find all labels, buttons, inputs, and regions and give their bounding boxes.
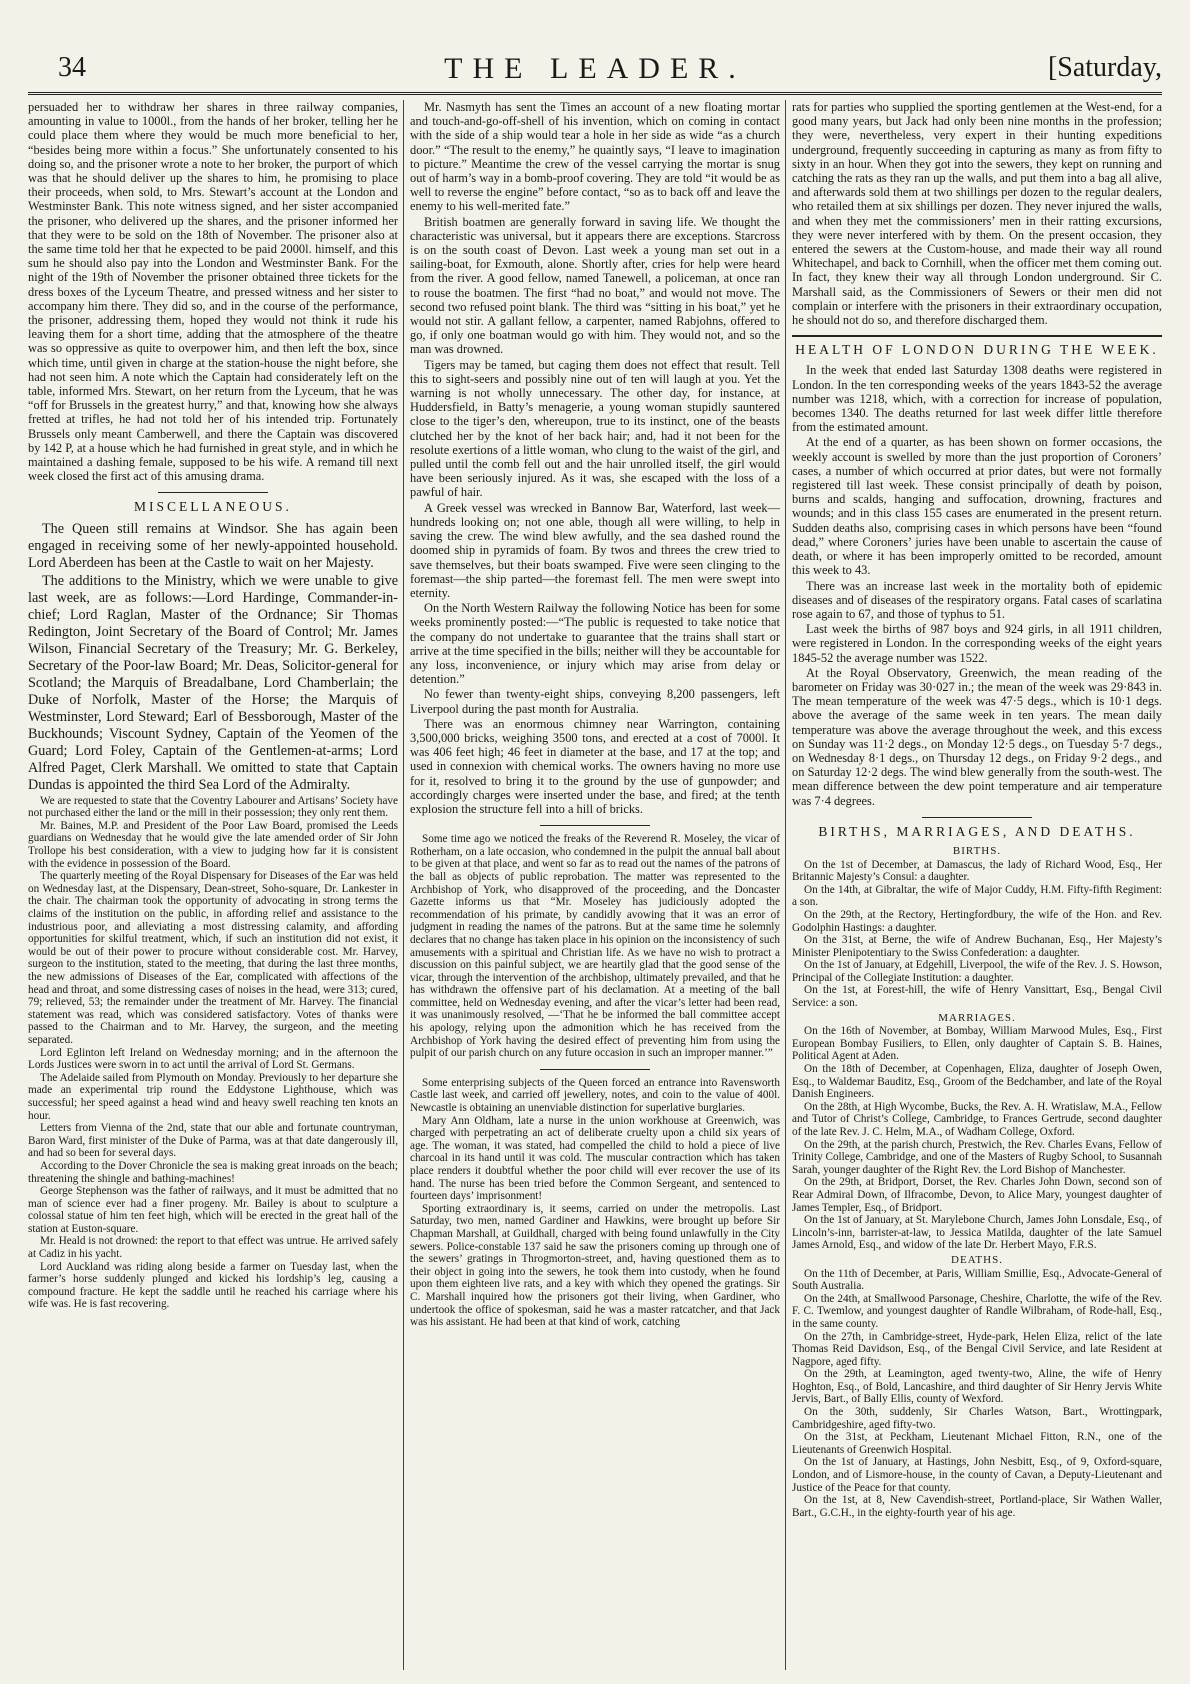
column-3: [792, 100, 1162, 1670]
paragraph: Lord Auckland was riding along beside a farmer on Tuesday last, when the farmer’s horse suddenly plunged and kicked his lordship’s leg, causing a compound fracture. He kept the saddle until he reached his carriage where his wife was. He is fast recovering.: [28, 1260, 398, 1311]
paragraph: Last week the births of 987 boys and 924 girls, in all 1911 children, were registered in London. In the corresponding weeks of the eight years 1845-52 the average number was 1522.: [792, 622, 1162, 665]
paragraph: There was an increase last week in the mortality both of epidemic diseases and of diseases of the respiratory organs. Fatal cases of scarlatina rose again to 67, and those of typhus to 51.: [792, 578, 1162, 621]
section-divider: [922, 817, 1032, 818]
births-heading: BIRTHS.: [952, 844, 1002, 857]
notice: On the 14th, at Gibraltar, the wife of Major Cuddy, H.M. Fifty-fifth Regiment: a son.: [792, 883, 1162, 909]
notice: On the 29th, at Bridport, Dorset, the Rev. Charles John Down, second son of Rear Admiral Down, of Ilfracombe, Devon, to Alice Mary, youngest daughter of James Templer, Esq., of Bridport.: [792, 1176, 1162, 1214]
paragraph: On the North Western Railway the following Notice has been for some weeks prominently posted:—“The public is requested to take notice that the company do not undertake to guarantee that the trains shall start or arrive at the time specified in the bills; neither will they be accountable for any loss, inconvenience, or injury which may arise from delay or detention.”: [410, 601, 780, 687]
notice: On the 1st of January, at Hastings, John Nesbitt, Esq., of 9, Oxford-square, London, and of Lismore-house, in the county of Cavan, a Deputy-Lieutenant and Justice of the Peace for that county.: [792, 1456, 1162, 1494]
notice: On the 29th, at the parish church, Prestwich, the Rev. Charles Evans, Fellow of Trinity College, Cambridge, and one of the Masters of Rugby School, to Susannah Sarah, younger daughter of the Right Rev. the Lord Bishop of Manchester.: [792, 1138, 1162, 1176]
marriages-heading: MARRIAGES.: [938, 1011, 1016, 1024]
paragraph: The Queen still remains at Windsor. She has again been engaged in receiving some of her newly-appointed household. Lord Aberdeen has been at the Castle to wait on her Majesty.: [28, 520, 398, 571]
notice: On the 16th of November, at Bombay, William Marwood Mules, Esq., First European Bombay Fusiliers, to Ellen, only daughter of Captain S. B. Haines, Political Agent at Aden.: [792, 1025, 1162, 1063]
column-rule: [785, 100, 786, 1670]
section-divider: [158, 492, 268, 493]
article-continuation: persuaded her to withdraw her shares in three railway companies, amounting in value to 1000l., from the hands of her broker, telling her he could place them where they would be much more beneficial to her, “besides being more within a focus.” She unfortunately consented to his doing so, and the prisoner wrote a note to her broker, the purport of which was that he should deliver up the shares to him, he promising to place their proceeds, when sold, to Mrs. Stewart’s account at the London and Westminster Bank. This note witness signed, and her sister accompanied the prisoner, who delivered up the shares, and the prisoner informed her that they were to be sold on the 18th of November. The prisoner also at the same time told her that he expected to be paid 2000l. himself, and this sum he should also pay into the London and Westminster Bank. For the night of the 19th of November the prisoner obtained three tickets for the dress boxes of the Lyceum Theatre, and pressed witness and her sister to accompany him there. They did so, and in the course of the performance, the prisoner, addressing them, hoped they would not think it rude his leaving them for a short time, adding that the atmosphere of the theatre was so oppressive as quite to overpower him, and then left the box, since which time, until given in charge at the station-house the night before, she had not seen him. A note which the Captain had considerately left on the table, informed Mrs. Stewart, on her return from the Lyceum, that he was “off for Brussels in the greatest hurry,” and that, knowing how she always fretted at trifles, he had not told her of his intended trip. Fortunately Brussels only meant Camberwell, and there the Captain was discovered by 142 P, at a house which he had furnished in great style, and in which he maintained a dashing female, supposed to be his wife. A remand till next week closed the first act of this amusing drama.: [28, 100, 398, 484]
notice: On the 1st of December, at Damascus, the lady of Richard Wood, Esq., Her Britannic Majesty’s Consul: a daughter.: [792, 858, 1162, 884]
paragraph: Mary Ann Oldham, late a nurse in the union workhouse at Greenwich, was charged with perpetrating an act of deliberate cruelty upon a child six years of age. The woman, it was stated, had compelled the child to hold a piece of live charcoal in its hand until it was cold. The muscular contraction which has taken place renders it doubtful whether the poor child will ever recover the use of its hand. The nurse has been tried before the Common Sergeant, and sentenced to fourteen days’ imprisonment!: [410, 1114, 780, 1203]
column-1: [28, 100, 398, 1670]
notice: On the 29th, at the Rectory, Hertingfordbury, the wife of the Hon. and Rev. Godolphin Hastings: a daughter.: [792, 908, 1162, 934]
paragraph: British boatmen are generally forward in saving life. We thought the characteristic was universal, but it appears there are exceptions. Starcross is on the south coast of Devon. Last week a young man set out in a sailing-boat, for Exmouth, alone. Shortly after, cries for help were heard from the river. A good fellow, named Tanewell, a policeman, at once ran to rouse the boatmen. The first “had no boat,” and would not move. The second two refused point blank. The third was “sitting in his boat,” yet he would not stir. A gallant fellow, a carpenter, named Rabjohns, offered to go, if only one boatman would go with him. They would not, and so the man was drowned.: [410, 214, 780, 357]
section-heading-health: HEALTH OF LONDON DURING THE WEEK.: [795, 342, 1159, 358]
paragraph: Lord Eglinton left Ireland on Wednesday morning; and in the afternoon the Lords Justices were sworn in to act until the arrival of Lord St. Germans.: [28, 1046, 398, 1072]
notice: On the 28th, at High Wycombe, Bucks, the Rev. A. H. Wratislaw, M.A., Fellow and Tutor of Christ’s College, Cambridge, to Frances Gertrude, second daughter of the late Rev. J. C. Helm, M.A., of Wadham College, Oxford.: [792, 1100, 1162, 1139]
paragraph: There was an enormous chimney near Warrington, containing 3,500,000 bricks, weighing 3500 tons, and erected at a cost of 7000l. It was 406 feet high; 46 feet in diameter at the base, and 17 at the top; and used in connexion with chemical works. The owners having no more use for it, resolved to bring it to the ground by the use of gunpowder; and accordingly charges were inserted under the base, and fired; at the tenth explosion the structure fell into a hill of bricks.: [410, 716, 780, 816]
paragraph: Tigers may be tamed, but caging them does not effect that result. Tell this to sight-seers and possibly nine out of ten will laugh at you. Yet the warning is not wholly unnecessary. The other day, for instance, at Huddersfield, in Batty’s menagerie, a young woman stupidly sauntered close to the tiger’s den, whereupon, true to its instinct, one of the beasts clutched her by the knot of her back hair; and, had it not been for the resolute exertions of a little woman, who clung to the waist of the girl, and pulled until the comb fell out and the hair unrolled itself, the girl would have been seriously injured. As it was, she escaped with the loss of a pawful of hair.: [410, 357, 780, 500]
section-divider: [792, 335, 1162, 337]
paragraph: At the end of a quarter, as has been shown on former occasions, the weekly account is swelled by more than the just proportion of Coroners’ cases, a number of which occurred at prior dates, but were not formally registered till last week. These consist principally of death by poison, burns and scalds, hanging and suffocation, drowning, fractures and wounds; and in this class 155 cases are enumerated in the present return. Sudden deaths also, comprising cases in which persons have been “found dead,” where Coroners’ juries have been unable to ascertain the cause of death, or where it has been improperly omitted to be recorded, amount this week to 43.: [792, 435, 1162, 578]
section-heading-miscellaneous: MISCELLANEOUS.: [134, 499, 292, 515]
notice: On the 1st of January, at Edgehill, Liverpool, the wife of the Rev. J. S. Howson, Principal of the Collegiate Institution: a daughter.: [792, 959, 1162, 984]
newspaper-title: THE LEADER.: [444, 52, 746, 85]
article-continuation: rats for parties who supplied the sporting gentlemen at the West-end, for a good many years, but Jack had only been nine months in the profession; they were, nevertheless, very expert in their hunting expeditions underground, frequently succeeding in capturing as many as from fifty to sixty in an hour. When they got into the sewers, they kept on running and catching the rats as they ran up the walls, and put them into a bag all alive, and afterwards sold them at two shillings per dozen to the regular dealers, who retailed them at six shillings per dozen. They never injured the walls, and when they met the commissioners’ men in their ratting excursions, they were never interfered with by them. On the present occasion, they entered the sewers at the Custom-house, and made their way all round Whitechapel, and back to Cornhill, when the officer met them coming out. In fact, they knew their way all through London underground. Sir C. Marshall said, as the Commissioners of Sewers or their men did not complain or interfere with the prisoners in their extraordinary occupation, he should not do so, and therefore discharged them.: [792, 100, 1162, 328]
notice: On the 31st, at Peckham, Lieutenant Michael Fitton, R.N., one of the Lieutenants of Greenwich Hospital.: [792, 1431, 1162, 1456]
paragraph: According to the Dover Chronicle the sea is making great inroads on the beach; threatening the shingle and bathing-machines!: [28, 1159, 398, 1185]
column-rule: [403, 100, 404, 1670]
issue-day: [Saturday,: [1047, 52, 1162, 83]
paragraph: The Adelaide sailed from Plymouth on Monday. Previously to her departure she made an experimental trip round the Eddystone Lighthouse, which was successful; her speed against a head wind and heavy swell reaching ten knots an hour.: [28, 1071, 398, 1122]
paragraph: Mr. Heald is not drowned: the report to that effect was untrue. He arrived safely at Cadiz in his yacht.: [28, 1235, 398, 1261]
notice: On the 1st, at Forest-hill, the wife of Henry Vansittart, Esq., Bengal Civil Service: a son.: [792, 984, 1162, 1010]
paragraph: Some time ago we noticed the freaks of the Reverend R. Moseley, the vicar of Rotherham, on a late occasion, who condemned in the pulpit the annual ball about to be given at that place, and went so far as to read out the names of the patrons of the ball as objects of public reprobation. The matter was represented to the Archbishop of York, who disapproved of the proceeding, and the Doncaster Gazette informs us that “Mr. Moseley has judiciously adopted the recommendation of his primate, by candidly avowing that it was an error of judgment in reading the names of the patrons. But at the same time he solemnly declares that no change has taken place in his opinion on the inconsistency of such amusements with a spiritual and Christian life. As we have no wish to protract a discussion on this painful subject, we are heartily glad that the good sense of the vicar, through the intervention of the archbishop, ultimately prevailed, and that he has withdrawn the offensive part of his declamation. At a meeting of the ball committee, held on Wednesday evening, and after the vicar’s letter had been read, it was unanimously resolved, —‘That he be informed the ball committee accept his apology, relying upon the admonition which he has received from the Archbishop of York having the desired effect of preventing him from using the pulpit of our parish church on any future occasion in such an improper manner.’”: [410, 833, 780, 1060]
column-2: [410, 100, 780, 1670]
paragraph: We are requested to state that the Coventry Labourer and Artisans’ Society have not purchased either the land or the mill in their possession; they only rent them.: [28, 794, 398, 820]
paragraph: The quarterly meeting of the Royal Dispensary for Diseases of the Ear was held on Wednesday last, at the Dispensary, Dean-street, Soho-square, Dr. Lankester in the chair. The chairman took the opportunity of advocating in strong terms the claims of the institution on the public, in affording relief and assistance to the industrious poor, and alleviating a most distressing calamity, and affording opportunities for skilful treatment, which, if such an institution did not exist, it would be out of their power to procure without considerable cost. Mr. Harvey, surgeon to the institution, stated to the meeting, that during the last three months, the new admissions of Diseases of the Ear, complicated with affections of the head and throat, and some distressing cases of noises in the head, were 313; cured, 79; relieved, 53; the remainder under the treatment of Mr. Harvey. The financial statement was read, which was considered satisfactory. Votes of thanks were passed to the Chairman and to Mr. Harvey, the surgeon, and the meeting separated.: [28, 870, 398, 1046]
bmd-notices: [792, 845, 1162, 1519]
paragraph: In the week that ended last Saturday 1308 deaths were registered in London. In the ten corresponding weeks of the years 1843-52 the average number was 1218, which, with a correction for increase of population, becomes 1340. The deaths returned for last week differ little therefore from the estimated amount.: [792, 363, 1162, 435]
miscellaneous-small: [28, 795, 398, 1311]
page-number: 34: [58, 52, 86, 83]
paragraph: Sporting extraordinary is, it seems, carried on under the metropolis. Last Saturday, two men, named Gardiner and Hawkins, were brought up before Sir Chapman Marshall, at Guildhall, charged with being found unlawfully in the City sewers. Police-constable 137 said he saw the prisoners coming up through one of the sewers’ gratings in Throgmorton-street, and, having questioned them as to their object in going into the sewers, he took them into custody, when he found upon them eighteen live rats, and a key with which they opened the gratings. Sir C. Marshall inquired how the prisoners got their living, when Gardiner, who undertook the office of spokesman, said he was a master ratcatcher, and that Jack was his assistant. He had been at that kind of work, catching: [410, 1202, 780, 1329]
paragraph: Mr. Nasmyth has sent the Times an account of a new floating mortar and touch-and-go-off-shell of his invention, which on coming in contact with the side of a ship would tear a hole in her side as wide “as a church door.” “The result to the enemy,” he quaintly says, “I leave to imagination to picture.” Meantime the crew of the vessel carrying the mortar is snug out of harm’s way in a bomb-proof covering. They are told “it would be as well to reverse the engine” before contact, “so as to back off and leave the enemy to his well-merited fate.”: [410, 100, 780, 214]
section-divider: [540, 1069, 650, 1070]
notice: On the 29th, at Leamington, aged twenty-two, Aline, the wife of Henry Hoghton, Esq., of Bold, Lancashire, and third daughter of Sir Henry Jervis White Jervis, Bart., of Bally Ellis, county of Wexford.: [792, 1368, 1162, 1406]
paragraph: Some enterprising subjects of the Queen forced an entrance into Ravensworth Castle last week, and carried off jewellery, notes, and coin to the value of 400l. Newcastle is obtaining an unenviable distinction for superlative burglaries.: [410, 1076, 780, 1115]
notice: On the 24th, at Smallwood Parsonage, Cheshire, Charlotte, the wife of the Rev. F. C. Twemlow, and youngest daughter of Randle Wilbraham, of Rode-hall, Esq., in the same county.: [792, 1292, 1162, 1330]
paragraph: The additions to the Ministry, which we were unable to give last week, are as follows:—Lord Hardinge, Commander-in-chief; Lord Raglan, Master of the Ordnance; Sir Thomas Redington, Joint Secretary of the Board of Control; Mr. James Wilson, Financial Secretary of the Treasury; Mr. G. Berkeley, Secretary of the Poor-law Board; Mr. Deas, Solicitor-general for Scotland; the Marquis of Breadalbane, Lord Chamberlain; the Duke of Norfolk, Master of the Horse; the Marquis of Westminster, Lord Steward; Earl of Bessborough, Master of the Buckhounds; Viscount Sydney, Captain of the Yeomen of the Guard; Lord Foley, Captain of the Gentlemen-at-arms; Lord Alfred Paget, Clerk Marshall. We omitted to state that Captain Dundas is appointed the third Sea Lord of the Admiralty.: [28, 572, 398, 793]
notice: On the 1st, at 8, New Cavendish-street, Portland-place, Sir Wathen Waller, Bart., G.C.H., in the eighty-fourth year of his age.: [792, 1494, 1162, 1519]
miscellaneous-large: [28, 521, 398, 794]
paragraph: At the Royal Observatory, Greenwich, the mean reading of the barometer on Friday was 30·027 in.; the mean of the week was 29·843 in. The mean temperature of the week was 47·5 degs., which is 10·1 degs. above the average of the same week in ten years. The mean daily temperature was above the average throughout the week, and this excess on Sunday was 11·2 degs., on Monday 12·5 degs., on Tuesday 5·7 degs., on Wednesday 8·1 degs., on Thursday 12 degs., on Friday 9·2 degs., and on Saturday 12·2 degs. The wind blew generally from the south-west. The mean difference between the dew point temperature and air temperature was 7·4 degrees.: [792, 665, 1162, 808]
paragraph: No fewer than twenty-eight ships, conveying 8,200 passengers, left Liverpool during the past month for Australia.: [410, 687, 780, 716]
notice: On the 27th, in Cambridge-street, Hyde-park, Helen Eliza, relict of the late Thomas Reid Davidson, Esq., of the Bengal Civil Service, and late Resident at Nagpore, aged fifty.: [792, 1330, 1162, 1368]
notice: On the 30th, suddenly, Sir Charles Watson, Bart., Wrottingpark, Cambridgeshire, aged fifty-two.: [792, 1406, 1162, 1431]
masthead: [28, 30, 1162, 95]
paragraph: Letters from Vienna of the 2nd, state that our able and fortunate countryman, Baron Ward, first minister of the Duke of Parma, was at that date dangerously ill, and had so been for several days.: [28, 1122, 398, 1160]
notice: On the 31st, at Berne, the wife of Andrew Buchanan, Esq., Her Majesty’s Minister Plenipotentiary to the Swiss Confederation: a daughter.: [792, 934, 1162, 959]
notice: On the 1st of January, at St. Marylebone Church, James John Lonsdale, Esq., of Lincoln’s-inn, barrister-at-law, to Jessica Matilda, daughter of the late Samuel James Arnold, Esq., and widow of the late Dr. Herbert Mayo, F.R.S.: [792, 1214, 1162, 1252]
paragraph: George Stephenson was the father of railways, and it must be admitted that no man of science ever had a finer progeny. Mr. Bailey is about to sculpture a colossal statue of him ten feet high, which will be erected in the great hall of the station at Euston-square.: [28, 1185, 398, 1235]
small-paragraphs: [410, 833, 780, 1329]
section-heading-bmd: BIRTHS, MARRIAGES, AND DEATHS.: [818, 823, 1136, 839]
notice: On the 18th of December, at Copenhagen, Eliza, daughter of Joseph Owen, Esq., to Waldemar Bauditz, Esq., Groom of the Bedchamber, and late of the Royal Danish Engineers.: [792, 1063, 1162, 1101]
notice: On the 11th of December, at Paris, William Smillie, Esq., Advocate-General of South Australia.: [792, 1267, 1162, 1293]
paragraph: A Greek vessel was wrecked in Bannow Bar, Waterford, last week—hundreds looking on; not one able, though all were willing, to help in saving the crew. The wind blew awfully, and the sea dashed round the doomed ship in pyramids of foam. By twos and threes the crew tried to save themselves, but their boats swamped. Five were seen clinging to the foremast—the ship parted—the foremast fell. The men were swept into eternity.: [410, 500, 780, 600]
paragraph: Mr. Baines, M.P. and President of the Poor Law Board, promised the Leeds guardians on Wednesday that he would give the late amended order of Sir John Trollope his best consideration, with a view to judging how far it is consistent with the evidence in possession of the Board.: [28, 819, 398, 870]
deaths-heading: DEATHS.: [951, 1253, 1003, 1266]
section-divider: [540, 825, 650, 826]
